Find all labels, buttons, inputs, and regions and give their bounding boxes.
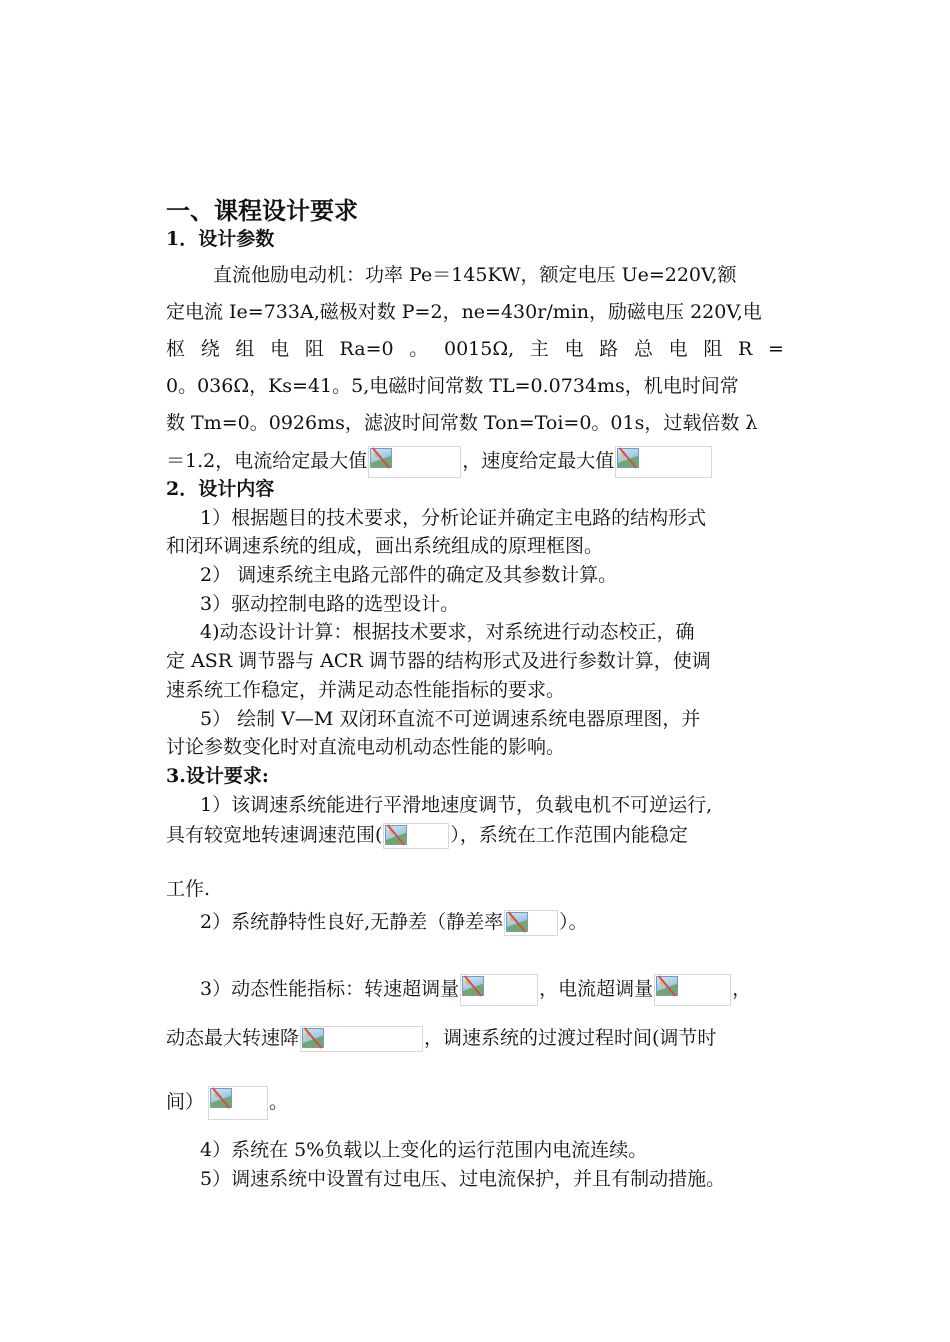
requirement-3-text: ， — [732, 978, 752, 1000]
param-line-3-word: = — [768, 338, 784, 360]
broken-image-icon — [368, 446, 461, 478]
param-line-3-word: 路 — [599, 338, 619, 360]
param-line-3-word: 电 — [668, 338, 688, 360]
param-line-3 — [166, 336, 784, 362]
param-line-3-word: 主 — [529, 338, 549, 360]
param-line-3-word: Ra=0 — [339, 338, 394, 360]
param-line-3-word: 总 — [633, 338, 653, 360]
requirement-3-text: 。 — [269, 1091, 289, 1113]
content-item-4: 4)动态设计计算：根据技术要求，对系统进行动态校正，确 — [200, 621, 695, 643]
broken-image-icon — [504, 910, 558, 936]
content-item-4-cont: 速系统工作稳定，并满足动态性能指标的要求。 — [166, 679, 566, 701]
requirement-4: 4）系统在 5%负载以上变化的运行范围内电流连续。 — [200, 1139, 648, 1161]
requirement-3-text: 动态最大转速降 — [166, 1027, 300, 1049]
content-item-1-cont: 和闭环调速系统的组成，画出系统组成的原理框图。 — [166, 535, 604, 557]
requirement-1-text: 具有较宽地转速调速范围( — [166, 824, 383, 846]
requirement-1-text: ），系统在工作范围内能稳定 — [450, 824, 688, 846]
param-line-3-word: 。 — [409, 338, 429, 360]
broken-image-icon — [300, 1026, 423, 1052]
requirement-3 — [200, 974, 784, 1000]
param-line-3-word: 电 — [564, 338, 584, 360]
param-line-3-word: 阻 — [304, 338, 324, 360]
param-line-3-word: 阻 — [703, 338, 723, 360]
broken-image-icon — [615, 446, 712, 478]
broken-image-icon — [383, 823, 449, 849]
param-line-3-word: 电 — [270, 338, 290, 360]
content-item-1: 1）根据题目的技术要求，分析论证并确定主电路的结构形式 — [200, 507, 707, 529]
requirement-2 — [200, 909, 784, 935]
content-item-4-cont: 定 ASR 调节器与 ACR 调节器的结构形式及进行参数计算，使调 — [166, 650, 711, 672]
param-line-3-word: 绕 — [200, 338, 220, 360]
param-line-6-text: ，速度给定最大值 — [462, 450, 615, 472]
requirement-3-cont — [166, 1025, 784, 1051]
param-line-5: 数 Tm=0。0926ms，滤波时间常数 Ton=Toi=0。01s，过载倍数 λ — [166, 412, 758, 434]
requirement-3-text: 间） — [166, 1091, 205, 1113]
content-item-2: 2） 调速系统主电路元部件的确定及其参数计算。 — [200, 564, 618, 586]
param-line-3-word: 组 — [235, 338, 255, 360]
param-line-4: 0。036Ω，Ks=41。5,电磁时间常数 TL=0.0734ms，机电时间常 — [166, 375, 739, 397]
requirement-3-text: 3）动态性能指标：转速超调量 — [200, 978, 460, 1000]
requirement-1-cont — [166, 822, 784, 848]
param-line-3-word: R — [738, 338, 753, 360]
broken-image-icon — [460, 974, 538, 1006]
requirement-2-text: ）。 — [559, 911, 588, 933]
content-item-3: 3）驱动控制电路的选型设计。 — [200, 593, 460, 615]
requirement-3-text: ，调速系统的过渡过程时间(调节时 — [424, 1027, 717, 1049]
requirement-2-text: 2）系统静特性良好,无静差（静差率 — [200, 911, 504, 933]
param-line-2: 定电流 Ie=733A,磁极对数 P=2，ne=430r/min，励磁电压 220V,电 — [166, 301, 762, 323]
content-item-5: 5） 绘制 V—M 双闭环直流不可逆调速系统电器原理图，并 — [200, 708, 701, 730]
broken-image-icon — [208, 1086, 268, 1120]
content-item-5-cont: 讨论参数变化时对直流电动机动态性能的影响。 — [166, 736, 566, 758]
design-requirements-heading: 3.设计要求: — [166, 765, 269, 787]
design-parameters-heading: 1．设计参数 — [166, 228, 275, 250]
requirement-1: 1）该调速系统能进行平滑地速度调节，负载电机不可逆运行, — [200, 794, 713, 816]
param-line-3-word: 0015Ω, — [443, 338, 515, 360]
requirement-3-cont — [166, 1086, 784, 1112]
requirement-3-text: ，电流超调量 — [539, 978, 654, 1000]
requirement-1-cont: 工作. — [166, 878, 211, 900]
design-content-heading: 2．设计内容 — [166, 478, 275, 500]
section-title: 一、课程设计要求 — [166, 196, 358, 225]
param-line-1: 直流他励电动机：功率 Pe＝145KW，额定电压 Ue=220V,额 — [213, 264, 737, 286]
param-line-6-text: ＝1.2，电流给定最大值 — [166, 450, 368, 472]
broken-image-icon — [654, 974, 731, 1006]
param-line-3-word: 枢 — [166, 338, 186, 360]
param-line-6 — [166, 446, 784, 472]
requirement-5: 5）调速系统中设置有过电压、过电流保护，并且有制动措施。 — [200, 1168, 726, 1190]
